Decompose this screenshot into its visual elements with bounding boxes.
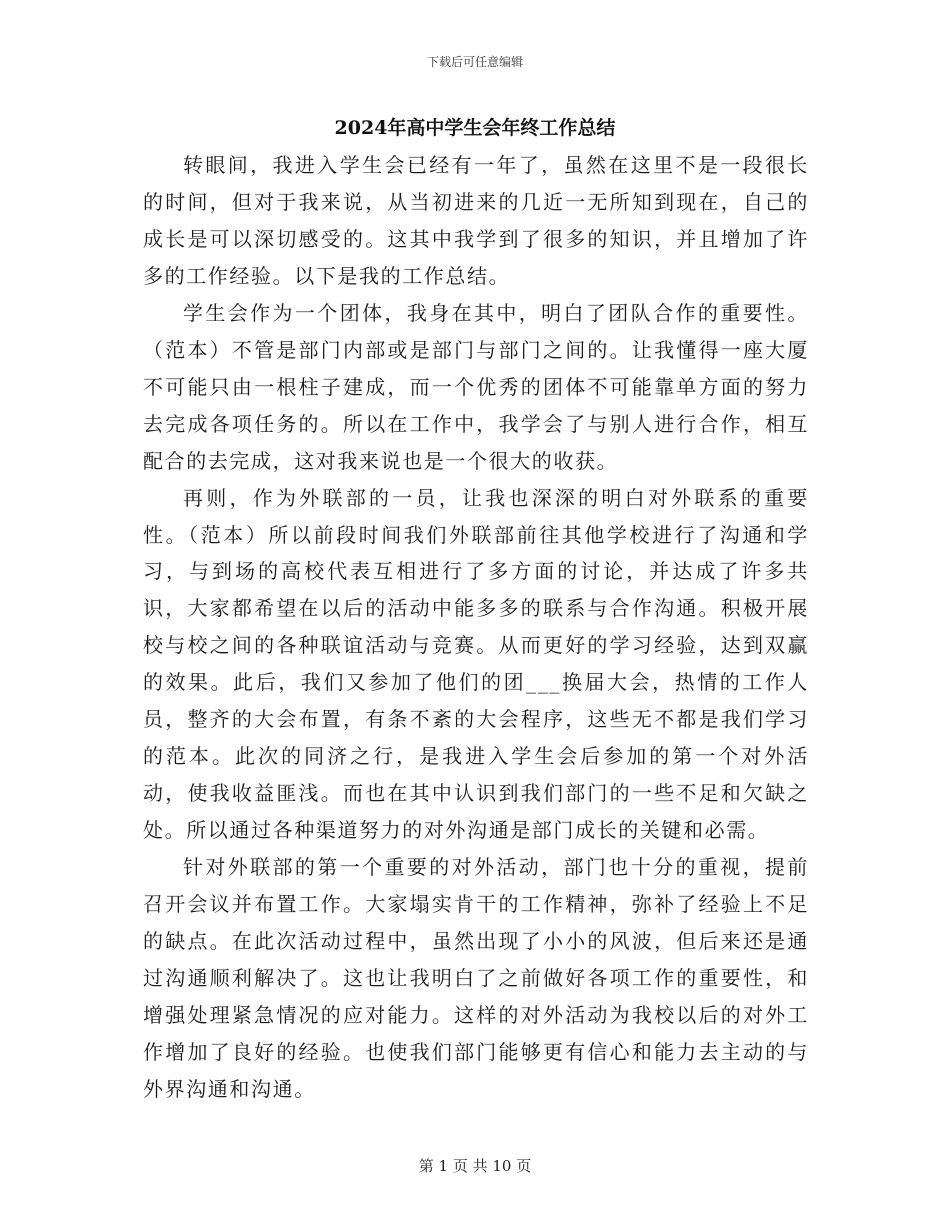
page-number: 第 1 页 共 10 页 xyxy=(418,1157,532,1175)
paragraph-1: 转眼间，我进入学生会已经有一年了，虽然在这里不是一段很长的时间，但对于我来说，从当初进来的几近一无所知到现在，自己的成长是可以深切感受的。这其中我学到了很多的知识，并且增加了许多的工作经验。以下是我的工作总结。 xyxy=(143,153,809,288)
document-body xyxy=(143,147,809,1108)
paragraph-2: 学生会作为一个团体，我身在其中，明白了团队合作的重要性。（范本）不管是部门内部或是部门与部门之间的。让我懂得一座大厦不可能只由一根柱子建成，而一个优秀的团体不可能靠单方面的努力去完成各项任务的。所以在工作中，我学会了与别人进行合作，相互配合的去完成，这对我来说也是一个很大的收获。 xyxy=(143,300,809,473)
paragraph-3: 再则，作为外联部的一员，让我也深深的明白对外联系的重要性。（范本）所以前段时间我们外联部前往其他学校进行了沟通和学习，与到场的高校代表互相进行了多方面的讨论，并达成了许多共识，大家都希望在以后的活动中能多多的联系与合作沟通。积极开展校与校之间的各种联谊活动与竞赛。从而更好的学习经验，达到双赢的效果。此后，我们又参加了他们的团___换届大会，热情的工作人员，整齐的大会布置，有条不紊的大会程序，这些无不都是我们学习的范本。此次的同济之行，是我进入学生会后参加的第一个对外活动，使我收益匪浅。而也在其中认识到我们部门的一些不足和欠缺之处。所以通过各种渠道努力的对外沟通是部门成长的关键和必需。 xyxy=(143,485,809,843)
page-header-note: 下载后可任意编辑 xyxy=(426,55,523,69)
document-title: 2024年高中学生会年终工作总结 xyxy=(334,117,616,139)
paragraph-4: 针对外联部的第一个重要的对外活动，部门也十分的重视，提前召开会议并布置工作。大家塌实肯干的工作精神，弥补了经验上不足的缺点。在此次活动过程中，虽然出现了小小的风波，但后来还是通过沟通顺利解决了。这也让我明白了之前做好各项工作的重要性，和增强处理紧急情况的应对能力。这样的对外活动为我校以后的对外工作增加了良好的经验。也使我们部门能够更有信心和能力去主动的与外界沟通和沟通。 xyxy=(143,855,809,1101)
